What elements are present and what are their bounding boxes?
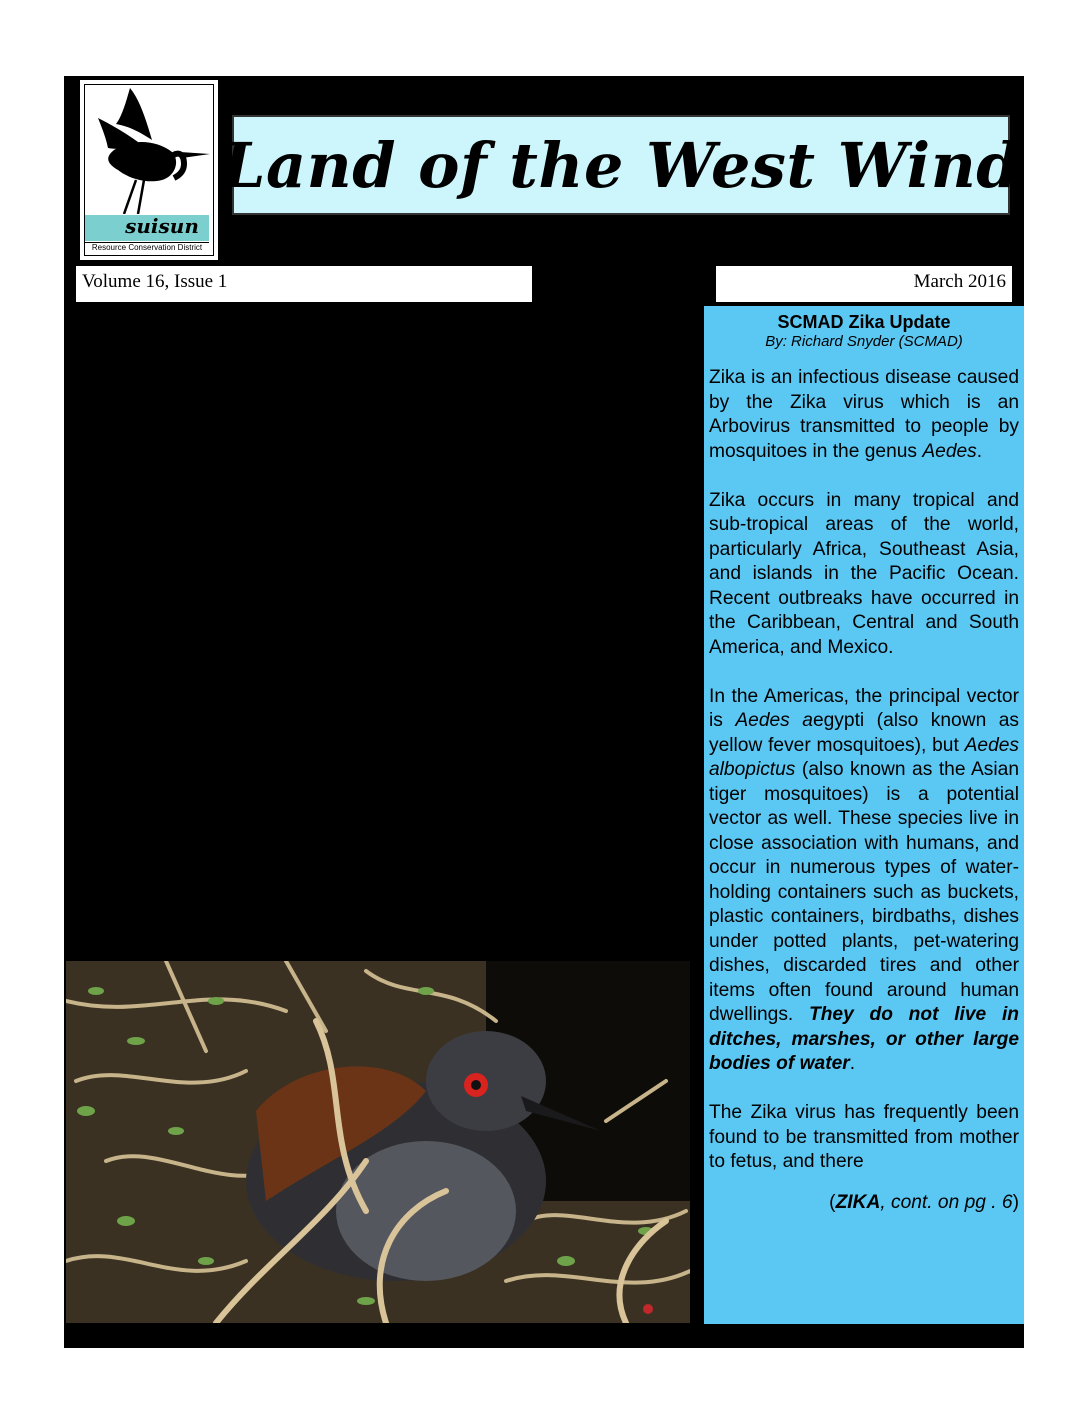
article-paragraph: Zika occurs in many tropical and sub-tropical areas of the world, particularly Africa, Southeast Asia, and islands in the Pacific Ocean. Recent outbreaks have occurred in the Caribbean, Central and South America, and Mexico. bbox=[709, 489, 1019, 658]
heron-logo-icon bbox=[80, 80, 218, 214]
zika-article bbox=[704, 306, 1024, 1324]
continuation-note: (ZIKA, cont. on pg . 6) bbox=[829, 1191, 1019, 1213]
article-paragraph: In the Americas, the principal vector is Aedes aegypti (also known as yellow fever mosquitoes), but Aedes albopictus (also known as the Asian tiger mosquitoes) is a potential vector as well. These species live in close association with humans, and occur in numerous types of water-holding containers such as buckets, plastic containers, birdbaths, dishes under potted plants, pet-watering dishes, discarded tires and other items often found around human dwellings. They do not live in ditches, marshes, or other large bodies of water. bbox=[709, 685, 1020, 1074]
logo bbox=[78, 78, 220, 262]
masthead-title: Land of the West Wind bbox=[221, 128, 1021, 202]
logo-wordmark: suisun bbox=[125, 214, 199, 238]
masthead bbox=[221, 115, 1021, 215]
bird-photo bbox=[66, 961, 690, 1323]
article-title: SCMAD Zika Update bbox=[777, 312, 951, 332]
article-byline: By: Richard Snyder (SCMAD) bbox=[765, 333, 963, 350]
issue-date: March 2016 bbox=[716, 266, 1012, 302]
article-paragraph: The Zika virus has frequently been found to be transmitted from mother to fetus, and there bbox=[709, 1102, 1019, 1172]
article-paragraph: Zika is an infectious disease caused by the Zika virus which is an Arbovirus transmitted to people by mosquitoes in the genus Aedes. bbox=[709, 367, 1019, 462]
issue-volume: Volume 16, Issue 1 bbox=[76, 266, 532, 302]
logo-caption: Resource Conservation District bbox=[85, 242, 209, 252]
